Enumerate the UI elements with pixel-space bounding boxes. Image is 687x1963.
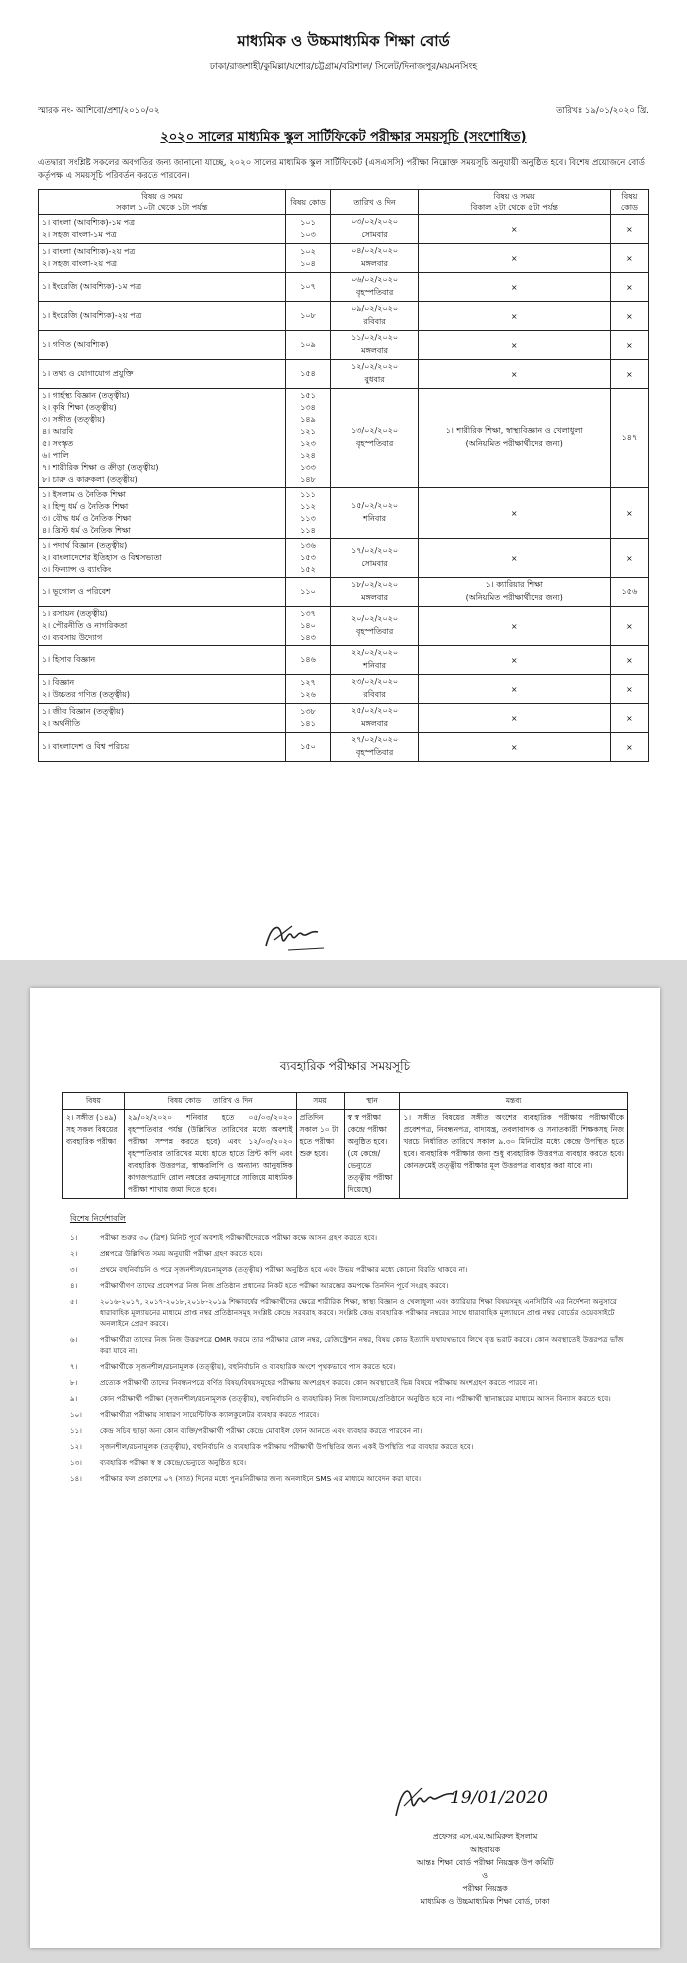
exam-schedule-title: ২০২০ সালের মাধ্যমিক স্কুল সার্টিফিকেট পরীক্ষার সময়সূচি (সংশোধিত) (160, 130, 527, 145)
note-text: কোন পরীক্ষার্থী পরীক্ষা (সৃজনশীল/রচনামূলক (তত্ত্বীয়), বহুনির্বাচনি ও ব্যবহারিক) নিজ বিদ্যালয়ে/প্রতিষ্ঠানে অনুষ্ঠিত হবে না। পরীক্ষার্থী স্থানান্তরের মাধ্যমে আসন বিন্যাস করতে হবে। (100, 1394, 611, 1403)
date-cell (331, 389, 418, 488)
afternoon-code: × (610, 215, 648, 244)
afternoon-code: × (610, 733, 648, 762)
list-item (62, 1334, 628, 1356)
date-cell (331, 646, 418, 675)
afternoon-code: × (610, 539, 648, 578)
code-cell (285, 273, 331, 302)
page-two (30, 988, 660, 1948)
afternoon-subject: × (418, 360, 610, 389)
subject-code: ১৩৮ (300, 707, 316, 716)
afternoon-subject: × (418, 244, 610, 273)
subject-code: ১২৩ (300, 439, 316, 448)
afternoon-code: ১৫৬ (610, 578, 648, 607)
note-text: পরীক্ষার্থীকে সৃজনশীল/রচনামূলক (তত্ত্বীয়), বহুনির্বাচনি ও ব্যবহারিক অংশে পৃথকভাবে পাস করতে হবে। (100, 1362, 396, 1371)
table-row (39, 675, 649, 704)
subject-code: ১৩৭ (300, 609, 316, 618)
exam-date: ০৪/০২/২০২০ (351, 246, 399, 255)
afternoon-code: × (610, 675, 648, 704)
subject-code: ১২৭ (300, 678, 316, 687)
exam-date: ২২/০২/২০২০ (351, 648, 399, 657)
list-item (62, 1280, 628, 1291)
exam-day: বৃহস্পতিবার (355, 627, 394, 636)
table-row (39, 539, 649, 578)
signature-block (370, 1778, 600, 1908)
table-row (39, 244, 649, 273)
memo-number: স্মারক নং- আশিবো/প্রশা/২০১০/০২ (38, 106, 160, 116)
afternoon-code: × (610, 607, 648, 646)
note-number: ১০। (70, 1410, 82, 1419)
signature-image (262, 918, 332, 952)
notice-date: তারিখঃ ১৯/০১/২০২০ খ্রি. (556, 106, 649, 116)
exam-day: শনিবার (363, 661, 387, 670)
subject-name: ৬। পালি (42, 451, 69, 460)
list-item (62, 1393, 628, 1404)
list-item (62, 1248, 628, 1259)
table-row (39, 389, 649, 488)
board-name: মাধ্যমিক ও উচ্চমাধ্যমিক শিক্ষা বোর্ড (237, 32, 450, 50)
subject-name: ১। বিজ্ঞান (42, 678, 75, 687)
subject-code: ১৫০ (300, 742, 316, 751)
subject-code: ১০৯ (300, 340, 316, 349)
exam-date: ২৩/০২/২০২০ (351, 677, 399, 686)
header-code: বিষয় কোড (285, 190, 331, 215)
table-row (39, 578, 649, 607)
afternoon-subject: × (418, 607, 610, 646)
subject-cell (39, 302, 286, 331)
afternoon-code: × (610, 704, 648, 733)
header-subject-afternoon: বিষয় ও সময় বিকাল ২টা থেকে ৫টা পর্যন্ত (418, 190, 610, 215)
afternoon-subject: ১। ক্যারিয়ার শিক্ষা (অনিয়মিত পরীক্ষার্থীদের জন্য) (418, 578, 610, 607)
subject-code: ১১৩ (300, 514, 316, 523)
special-instructions-title: বিশেষ নির্দেশাবলি (70, 1214, 126, 1223)
subject-cell (39, 389, 286, 488)
subject-cell (39, 360, 286, 389)
afternoon-subject: × (418, 675, 610, 704)
date-cell (331, 539, 418, 578)
subject-name: ৭। শারীরিক শিক্ষা ও ক্রীড়া (তত্ত্বীয়) (42, 463, 159, 472)
note-number: ১। (70, 1233, 78, 1242)
afternoon-code: × (610, 360, 648, 389)
afternoon-subject: × (418, 302, 610, 331)
code-cell (285, 607, 331, 646)
note-text: পরীক্ষার্থীরা তাদের নিজ নিজ উত্তরপত্রে OMR ফরমে তার পরীক্ষার রোল নম্বর, রেজিস্ট্রেশন নম্বর, বিষয় কোড ইত্যাদি যথাযথভাবে লিখে বৃত্ত ভরাট করবে। কোন অবস্থাতেই উত্তরপত্র ভাঁজ করা যাবে না। (100, 1335, 624, 1355)
afternoon-code: × (610, 244, 648, 273)
note-text: প্রথমে বহুনির্বাচনি ও পরে সৃজনশীল/রচনামূলক (তত্ত্বীয়) পরীক্ষা অনুষ্ঠিত হবে এবং উভয় পরীক্ষার মধ্যে কোনো বিরতি থাকবে না। (100, 1265, 468, 1274)
exam-day: শনিবার (363, 514, 387, 523)
subject-name: ২। হিন্দু ধর্ম ও নৈতিক শিক্ষা (42, 502, 129, 511)
subject-name: ১। হিসাব বিজ্ঞান (42, 655, 96, 664)
subject-code: ১৩৩ (300, 463, 316, 472)
subject-code: ১৪৯ (300, 415, 316, 424)
table-header-row (39, 190, 649, 215)
subject-cell (39, 488, 286, 539)
header-subject-morning: বিষয় ও সময় সকাল ১০টা থেকে ১টা পর্যন্ত (39, 190, 286, 215)
code-cell (285, 360, 331, 389)
practical-header-place: স্থান (344, 1093, 400, 1110)
code-cell (285, 331, 331, 360)
afternoon-code: × (610, 646, 648, 675)
note-number: ৩। (70, 1265, 78, 1274)
subject-name: ৩। সঙ্গীত (তত্ত্বীয়) (42, 415, 105, 424)
subject-name: ২। সহজ বাংলা-২য় পত্র (42, 259, 117, 268)
signer-role-controller: পরীক্ষা নিয়ন্ত্রক (462, 1884, 508, 1893)
practical-place: স্ব স্ব পরীক্ষা কেন্দ্রে পরীক্ষা অনুষ্ঠিত হবে। (যে কেন্দ্রে/ ভেন্যুতে তত্ত্বীয় পরীক্ষা দিয়েছে) (344, 1110, 400, 1199)
note-text: ২০১৬-২০১৭, ২০১৭-২০১৮,২০১৮-২০১৯ শিক্ষাবর্ষের পরীক্ষার্থীদের ক্ষেত্রে শারীরিক শিক্ষা, স্বাস্থ্য বিজ্ঞান ও খেলাধুলা এবং ক্যারিয়ার শিক্ষা বিষয়সমূহ এনসিটিবি এর নির্দেশনা অনুসারে ধারাবাহিক মূল্যায়নের মাধ্যমে প্রাপ্ত নম্বর প্রতিষ্ঠানসমূহ সংশ্লিষ্ট কেন্দ্রে সরবরাহ করবে। সংশ্লিষ্ট কেন্দ্র ব্যবহারিক পরীক্ষার নম্বরের সাথে ধারাবাহিক মূল্যায়নে প্রাপ্ত নম্বর বোর্ডের ওয়েবসাইটে অনলাইনে প্রেরণ করবে। (100, 1297, 617, 1328)
practical-header-code: বিষয় কোড (167, 1096, 201, 1105)
afternoon-subject: × (418, 273, 610, 302)
table-row (39, 733, 649, 762)
afternoon-code: ১৪৭ (610, 389, 648, 488)
exam-day: মঙ্গলবার (361, 259, 389, 268)
list-item (62, 1361, 628, 1372)
exam-schedule-body (39, 215, 649, 762)
afternoon-code: × (610, 273, 648, 302)
table-row (39, 488, 649, 539)
note-number: ১৪। (70, 1474, 82, 1483)
afternoon-subject: × (418, 488, 610, 539)
note-number: ১৩। (70, 1458, 82, 1467)
note-number: ১১। (70, 1426, 82, 1435)
subject-code: ১৪৮ (300, 475, 316, 484)
exam-schedule-table (38, 189, 649, 762)
practical-header-subject: বিষয় (63, 1093, 125, 1110)
subject-code: ১০৪ (300, 259, 316, 268)
afternoon-subject: × (418, 704, 610, 733)
subject-cell (39, 733, 286, 762)
code-cell (285, 244, 331, 273)
exam-day: সোমবার (361, 559, 388, 568)
code-cell (285, 578, 331, 607)
note-text: ব্যবহারিক পরীক্ষা স্ব স্ব কেন্দ্রে/ভেন্যুতে অনুষ্ঠিত হবে। (100, 1458, 247, 1467)
note-number: ৬। (70, 1335, 78, 1344)
subject-code: ১২৬ (300, 690, 316, 699)
list-item (62, 1441, 628, 1452)
afternoon-code: × (610, 488, 648, 539)
subject-name: ১। ইংরেজি (আবশ্যিক)-১ম পত্র (42, 282, 142, 291)
date-cell (331, 675, 418, 704)
subject-name: ১। রসায়ন (তত্ত্বীয়) (42, 609, 108, 618)
code-cell (285, 675, 331, 704)
exam-date: ০৯/০২/২০২০ (351, 304, 399, 313)
date-cell (331, 578, 418, 607)
subject-cell (39, 215, 286, 244)
afternoon-subject: × (418, 539, 610, 578)
subject-code: ১৫১ (300, 391, 316, 400)
subject-name: ১। তথ্য ও যোগাযোগ প্রযুক্তি (42, 369, 134, 378)
subject-name: ১। জীব বিজ্ঞান (তত্ত্বীয়) (42, 707, 125, 716)
intro-paragraph: এতদ্বারা সংশ্লিষ্ট সকলের অবগতির জন্য জানানো যাচ্ছে, ২০২০ সালের মাধ্যমিক স্কুল সার্টিফিকেট (এসএসসি) পরীক্ষা নিম্নোক্ত সময়সূচি অনুযায়ী অনুষ্ঠিত হবে। বিশেষ প্রয়োজনে বোর্ড কর্তৃপক্ষ এ সময়সূচি পরিবর্তন করতে পারবেন। (38, 158, 645, 181)
subject-cell (39, 646, 286, 675)
afternoon-subject: × (418, 331, 610, 360)
exam-date: ০৩/০২/২০২০ (351, 217, 399, 226)
list-item (62, 1377, 628, 1388)
reference-line (38, 104, 649, 118)
date-cell (331, 704, 418, 733)
subject-code: ১৪৩ (300, 633, 316, 642)
subject-code: ১২১ (300, 427, 316, 436)
header-date: তারিখ ও দিন (331, 190, 418, 215)
subject-code: ১৪১ (300, 719, 316, 728)
subject-code: ১৪০ (300, 621, 316, 630)
practical-row (63, 1110, 628, 1199)
table-row (39, 215, 649, 244)
note-text: কেন্দ্র সচিব ছাড়া অন্য কোন ব্যক্তি/পরীক্ষার্থী পরীক্ষা কেন্দ্রে মোবাইল ফোন আনতে এবং ব্যবহার করতে পারবেন না। (100, 1426, 423, 1435)
exam-date: ২৫/০২/২০২০ (351, 706, 399, 715)
subject-name: ২। সহজ বাংলা-১ম পত্র (42, 230, 117, 239)
subject-cell (39, 331, 286, 360)
exam-day: সোমবার (361, 230, 388, 239)
list-item (62, 1457, 628, 1468)
practical-header-row (63, 1093, 628, 1110)
list-item (62, 1425, 628, 1436)
practical-header-date: তারিখ ও দিন (212, 1096, 253, 1105)
subject-name: ১। পদার্থ বিজ্ঞান (তত্ত্বীয়) (42, 541, 128, 550)
note-number: ৮। (70, 1378, 78, 1387)
afternoon-code: × (610, 331, 648, 360)
subject-code: ১১২ (300, 502, 316, 511)
date-cell (331, 273, 418, 302)
code-cell (285, 215, 331, 244)
note-text: সৃজনশীল/রচনামূলক (তত্ত্বীয়), বহুনির্বাচনি ও ব্যবহারিক পরীক্ষায় পরীক্ষার্থী উপস্থিতির জন্য একই উপস্থিতি পত্র ব্যবহার করতে হবে। (100, 1442, 474, 1451)
subject-code: ১১০ (300, 587, 316, 596)
practical-time: প্রতিদিন সকাল ১০ টা হতে পরীক্ষা শুরু হবে। (296, 1110, 344, 1199)
note-number: ৭। (70, 1362, 78, 1371)
subject-name: ১। বাংলা (আবশ্যিক)-১ম পত্র (42, 218, 135, 227)
subject-cell (39, 244, 286, 273)
subject-name: ১। গণিত (আবশ্যিক) (42, 340, 109, 349)
subject-cell (39, 704, 286, 733)
subject-code: ১৫৪ (300, 369, 316, 378)
subject-code: ১১১ (300, 490, 316, 499)
practical-remarks: ১। সঙ্গীত বিষয়ের সঙ্গীত অংশের ব্যবহারিক পরীক্ষায় পরীক্ষার্থীকে প্রবেশপত্র, নিবন্ধনপত্র, বাদ্যযন্ত্র, তবলাবাদক ও সনাতকারী শিক্ষকসহ নিজ খরচে নির্ধারিত তারিখে সকাল ৯.৩০ মিনিটের মধ্যে কেন্দ্রে উপস্থিত হতে হবে। ব্যবহারিক পরীক্ষার জন্য শুধু ব্যবহারিক উত্তরপত্র ব্যবহার করতে হবে। কোনক্রমেই তত্ত্বীয় পরীক্ষার মূল উত্তরপত্র ব্যবহার করা যাবে না। (400, 1110, 628, 1199)
subject-code: ১৫২ (300, 565, 316, 574)
subject-name: ২। পৌরনীতি ও নাগরিকতা (42, 621, 128, 630)
subject-name: ৩। বৌদ্ধ ধর্ম ও নৈতিক শিক্ষা (42, 514, 132, 523)
date-cell (331, 244, 418, 273)
practical-header-remarks: মন্তব্য (400, 1093, 628, 1110)
afternoon-subject: × (418, 646, 610, 675)
date-cell (331, 215, 418, 244)
note-number: ৯। (70, 1394, 78, 1403)
subject-name: ২। কৃষি শিক্ষা (তত্ত্বীয়) (42, 403, 117, 412)
exam-day: বুধবার (364, 375, 385, 384)
subject-code: ১৫৩ (300, 553, 316, 562)
signature-area (370, 1778, 600, 1830)
note-text: প্রত্যেক পরীক্ষার্থী তাদের নিবন্ধনপত্রে বর্ণিত বিষয়/বিষয়সমূহের পরীক্ষায় অংশগ্রহণ করবে। কোন অবস্থাতেই ভিন্ন বিষয়ে পরীক্ষায় অংশগ্রহণ করতে পারবে না। (100, 1378, 538, 1387)
note-number: ৪। (70, 1281, 78, 1290)
exam-day: বৃহস্পতিবার (355, 439, 394, 448)
exam-day: মঙ্গলবার (361, 346, 389, 355)
date-cell (331, 733, 418, 762)
exam-day: বৃহস্পতিবার (355, 748, 394, 757)
exam-day: রবিবার (363, 690, 386, 699)
signer-board: মাধ্যমিক ও উচ্চমাধ্যমিক শিক্ষা বোর্ড, ঢাকা (420, 1897, 550, 1906)
signer-role-committee: আন্তঃ শিক্ষা বোর্ড পরীক্ষা নিয়ন্ত্রক উপ কমিটি (416, 1858, 554, 1867)
code-cell (285, 488, 331, 539)
subject-cell (39, 675, 286, 704)
afternoon-subject: ১। শারীরিক শিক্ষা, স্বাস্থ্যবিজ্ঞান ও খেলাধুলা (অনিয়মিত পরীক্ষার্থীদের জন্য) (418, 389, 610, 488)
afternoon-code: × (610, 302, 648, 331)
subject-name: ১। গার্হস্থ্য বিজ্ঞান (তত্ত্বীয়) (42, 391, 130, 400)
subject-name: ৫। সংস্কৃত (42, 439, 74, 448)
exam-date: ১২/০২/২০২০ (351, 362, 399, 371)
subject-name: ৪। খ্রিস্ট ধর্ম ও নৈতিক শিক্ষা (42, 526, 131, 535)
subject-name: ৩। ফিন্যান্স ও ব্যাংকিং (42, 565, 112, 574)
subject-name: ৩। ব্যবসায় উদ্যোগ (42, 633, 103, 642)
exam-date: ২০/০২/২০২০ (351, 614, 399, 623)
exam-day: মঙ্গলবার (361, 719, 389, 728)
table-row (39, 607, 649, 646)
subject-code: ১৩৬ (300, 541, 316, 550)
table-row (39, 704, 649, 733)
signature-date: 19/01/2020 (450, 1788, 548, 1808)
subject-cell (39, 607, 286, 646)
date-cell (331, 488, 418, 539)
code-cell (285, 302, 331, 331)
exam-date: ০৬/০২/২০২০ (351, 275, 399, 284)
list-item (62, 1264, 628, 1275)
note-number: ২। (70, 1249, 78, 1258)
header-code-afternoon: বিষয় কোড (610, 190, 648, 215)
code-cell (285, 704, 331, 733)
code-cell (285, 389, 331, 488)
exam-date: ১১/০২/২০২০ (351, 333, 399, 342)
table-row (39, 302, 649, 331)
signer-role-convener: আহবায়ক (470, 1845, 500, 1854)
practical-subject: ২। সঙ্গীত (১৪৯) সহ সকল বিষয়ের ব্যবহারিক পরীক্ষা (63, 1110, 125, 1199)
note-number: ১২। (70, 1442, 82, 1451)
subject-cell (39, 273, 286, 302)
table-row (39, 331, 649, 360)
exam-day: রবিবার (363, 317, 386, 326)
signer-name: প্রফেসর এস.এম.আমিরুল ইসলাম (432, 1832, 538, 1841)
exam-date: ২৭/০২/২০২০ (351, 735, 399, 744)
list-item (62, 1296, 628, 1329)
note-text: প্রশ্নপত্রে উল্লিখিত সময় অনুযায়ী পরীক্ষা গ্রহণ করতে হবে। (100, 1249, 263, 1258)
afternoon-subject: × (418, 215, 610, 244)
code-cell (285, 733, 331, 762)
subject-code: ১০৭ (300, 282, 316, 291)
exam-day: মঙ্গলবার (361, 593, 389, 602)
subject-name: ৮। চারু ও কারুকলা (তত্ত্বীয়) (42, 475, 138, 484)
list-item (62, 1232, 628, 1243)
subject-name: ২। বাংলাদেশের ইতিহাস ও বিশ্বসভ্যতা (42, 553, 162, 562)
subject-name: ৪। আরবি (42, 427, 74, 436)
subject-code: ১৩৪ (300, 403, 316, 412)
subject-name: ২। উচ্চতর গণিত (তত্ত্বীয়) (42, 690, 131, 699)
subject-name: ১। ইসলাম ও নৈতিক শিক্ষা (42, 490, 127, 499)
subject-code: ১২৪ (300, 451, 316, 460)
subject-name: ১। বাংলা (আবশ্যিক)-২য় পত্র (42, 247, 136, 256)
exam-date: ১৮/০২/২০২০ (351, 580, 399, 589)
subject-name: ১। ইংরেজি (আবশ্যিক)-২য় পত্র (42, 311, 142, 320)
date-cell (331, 331, 418, 360)
subject-name: ১। ভূগোল ও পরিবেশ (42, 587, 111, 596)
note-text: পরীক্ষার্থীগণ তাদের প্রবেশপত্র নিজ নিজ প্রতিষ্ঠান প্রধানের নিকট হতে পরীক্ষা আরম্ভের কমপক্ষে তিনদিন পূর্বে সংগ্রহ করবে। (100, 1281, 449, 1290)
table-row (39, 360, 649, 389)
table-row (39, 646, 649, 675)
afternoon-subject: × (418, 733, 610, 762)
subject-code: ১০১ (300, 218, 316, 227)
date-cell (331, 360, 418, 389)
board-cities: ঢাকা/রাজশাহী/কুমিল্লা/যশোর/চট্টগ্রাম/বরিশাল/ সিলেট/দিনাজপুর/ময়মনসিংহ (209, 62, 478, 72)
note-text: পরীক্ষা শুরুর ৩০ (ত্রিশ) মিনিট পূর্বে অবশ্যই পরীক্ষার্থীদেরকে পরীক্ষা কক্ষে আসন গ্রহণ করতে হবে। (100, 1233, 378, 1242)
practical-header-time: সময় (296, 1093, 344, 1110)
subject-name: ১। বাংলাদেশ ও বিশ্ব পরিচয় (42, 742, 130, 751)
subject-name: ২। অর্থনীতি (42, 719, 81, 728)
signer-and: ও (482, 1871, 488, 1880)
code-cell (285, 539, 331, 578)
subject-code: ১০৩ (300, 230, 316, 239)
special-instructions-list (62, 1232, 628, 1484)
practical-date: ২৯/০২/২০২০ শনিবার হতে ০৫/০৩/২০২০ বৃহস্পতিবার পর্যন্ত (উল্লিখিত তারিখের মধ্যে অবশ্যই পরীক্ষা সম্পন্ন করতে হবে) এবং ১২/০৩/২০২০ বৃহস্পতিবার তারিখের মধ্যে হাতে হাতে প্রিন্ট কপি এবং ব্যবহারিক উত্তরপত্র, স্বাক্ষরলিপি ও অন্যান্য আনুষঙ্গিক কাগজপত্রাদি রোল নম্বরের ক্রমানুসারে সাজিয়ে মাধ্যমিক পরীক্ষা শাখায় জমা দিতে হবে। (124, 1110, 296, 1199)
note-number: ৫। (70, 1297, 78, 1306)
exam-day: বৃহস্পতিবার (355, 288, 394, 297)
note-text: পরীক্ষার ফল প্রকাশের ০৭ (সাত) দিনের মধ্যে পুনঃনিরীক্ষার জন্য অনলাইনে SMS এর মাধ্যমে আবেদন করা যাবে। (100, 1474, 422, 1483)
list-item (62, 1473, 628, 1484)
list-item (62, 1409, 628, 1420)
exam-date: ১৫/০২/২০২০ (351, 501, 399, 510)
subject-code: ১৪৬ (300, 655, 316, 664)
subject-cell (39, 578, 286, 607)
date-cell (331, 302, 418, 331)
page-one (0, 0, 687, 960)
subject-code: ১১৪ (300, 526, 316, 535)
subject-cell (39, 539, 286, 578)
practical-header-code-date (124, 1093, 296, 1110)
practical-exam-title: ব্যবহারিক পরীক্ষার সময়সূচি (279, 1059, 411, 1073)
practical-exam-table (62, 1092, 628, 1199)
exam-date: ১৭/০২/২০২০ (351, 546, 399, 555)
subject-code: ১০২ (300, 247, 316, 256)
code-cell (285, 646, 331, 675)
exam-date: ১৩/০২/২০২০ (351, 426, 399, 435)
subject-code: ১০৮ (300, 311, 316, 320)
note-text: পরীক্ষার্থীরা পরীক্ষায় সাধারণ সায়েন্টিফিক ক্যালকুলেটর ব্যবহার করতে পারবে। (100, 1410, 320, 1419)
date-cell (331, 607, 418, 646)
table-row (39, 273, 649, 302)
